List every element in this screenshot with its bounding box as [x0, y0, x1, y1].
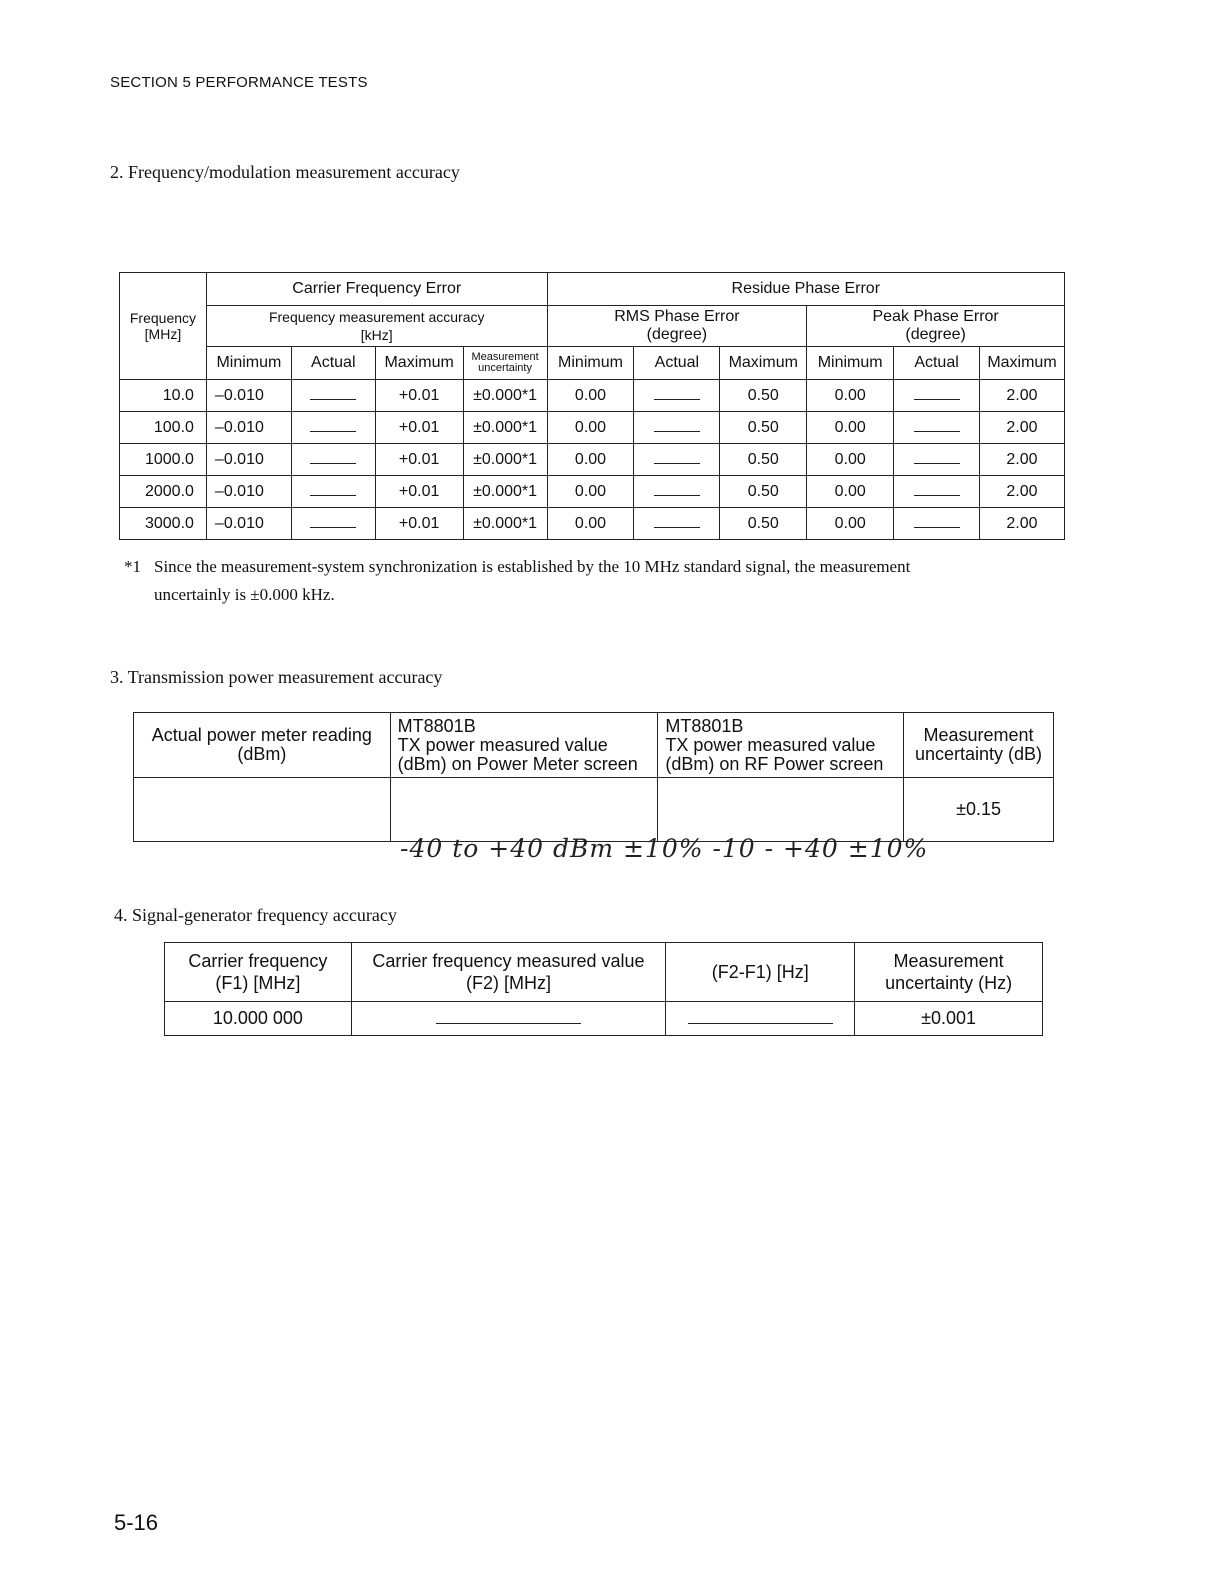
peak-minimum-value: 0.00 [807, 444, 894, 476]
table-row [165, 1002, 1043, 1036]
footnote-mark: *1 [124, 557, 141, 576]
page-number: 5-16 [114, 1510, 159, 1535]
peak-actual-header: Actual [894, 347, 980, 380]
rms-actual-entry[interactable] [634, 412, 720, 444]
carrier-frequency-error-header: Carrier Frequency Error [206, 273, 547, 306]
rms-header-cell [547, 306, 807, 347]
peak-unit: (degree) [905, 326, 966, 343]
handwritten-note: -40 to +40 dBm ±10% -10 - +40 ±10% [400, 834, 929, 863]
frequency-uncertainty-value: ±0.001 [855, 1002, 1043, 1036]
frequency-modulation-table [119, 272, 1065, 540]
peak-maximum-value: 2.00 [979, 476, 1064, 508]
peak-minimum-header: Minimum [807, 347, 894, 380]
difference-entry[interactable] [666, 1002, 855, 1036]
rms-maximum-value: 0.50 [720, 444, 807, 476]
frequency-value: 1000.0 [120, 444, 207, 476]
table-row [120, 508, 1065, 540]
cfe-actual-entry[interactable] [291, 476, 375, 508]
power-uncertainty-value: ±0.15 [904, 778, 1054, 842]
cfe-minimum-value: –0.010 [206, 508, 291, 540]
accuracy-header-cell [206, 306, 547, 347]
rf-power-screen: (dBm) on RF Power screen [665, 753, 884, 774]
uncertainty-value: ±0.000*1 [463, 412, 547, 444]
rms-minimum-value: 0.00 [547, 508, 634, 540]
rms-maximum-header: Maximum [720, 347, 807, 380]
rms-actual-entry[interactable] [634, 444, 720, 476]
footnote-line1: Since the measurement-system synchronization is established by the 10 MHz standard signal, the measurement [154, 557, 911, 576]
power-meter-screen: (dBm) on Power Meter screen [397, 753, 638, 774]
frequency-value: 10.0 [120, 380, 207, 412]
peak-actual-entry[interactable] [894, 508, 980, 540]
rms-actual-entry[interactable] [634, 380, 720, 412]
section-header: SECTION 5 PERFORMANCE TESTS [110, 74, 368, 91]
section-3-heading: 3. Transmission power measurement accuracy [110, 667, 443, 687]
rf-power-model: MT8801B [665, 715, 744, 736]
frequency-unit: [MHz] [144, 326, 182, 342]
cfe-minimum-value: –0.010 [206, 476, 291, 508]
carrier-frequency-line1: Carrier frequency [188, 951, 328, 971]
carrier-frequency-header [165, 943, 352, 1002]
section-2-heading: 2. Frequency/modulation measurement accuracy [110, 162, 460, 182]
peak-minimum-value: 0.00 [807, 508, 894, 540]
rms-maximum-value: 0.50 [720, 380, 807, 412]
difference-header: (F2-F1) [Hz] [666, 943, 855, 1002]
frequency-uncertainty-header [855, 943, 1043, 1002]
cfe-maximum-value: +0.01 [375, 412, 463, 444]
frequency-uncertainty-line2: uncertainty (Hz) [885, 973, 1013, 993]
cfe-actual-entry[interactable] [291, 508, 375, 540]
table-row [120, 380, 1065, 412]
power-meter-model: MT8801B [397, 715, 476, 736]
rms-minimum-value: 0.00 [547, 412, 634, 444]
cfe-maximum-header: Maximum [375, 347, 463, 380]
cfe-minimum-value: –0.010 [206, 380, 291, 412]
peak-actual-entry[interactable] [894, 412, 980, 444]
accuracy-unit: [kHz] [360, 327, 393, 343]
power-meter-reading-line2: (dBm) [237, 744, 287, 764]
uncertainty-header-line2: uncertainty [478, 362, 532, 374]
rms-minimum-value: 0.00 [547, 476, 634, 508]
peak-minimum-value: 0.00 [807, 476, 894, 508]
carrier-frequency-line2: (F1) [MHz] [215, 973, 301, 993]
rms-minimum-value: 0.00 [547, 444, 634, 476]
cfe-minimum-header: Minimum [206, 347, 291, 380]
carrier-frequency-value: 10.000 000 [165, 1002, 352, 1036]
rf-power-screen-entry[interactable] [658, 778, 904, 842]
peak-minimum-value: 0.00 [807, 380, 894, 412]
accuracy-header: Frequency measurement accuracy [268, 309, 485, 325]
rms-phase-error-header: RMS Phase Error [614, 308, 740, 325]
frequency-uncertainty-line1: Measurement [893, 951, 1004, 971]
signal-generator-table [164, 942, 1043, 1036]
uncertainty-value: ±0.000*1 [463, 476, 547, 508]
peak-actual-entry[interactable] [894, 476, 980, 508]
rms-minimum-value: 0.00 [547, 380, 634, 412]
peak-maximum-value: 2.00 [979, 380, 1064, 412]
power-uncertainty-line1: Measurement [923, 725, 1034, 745]
footnote [124, 553, 1064, 609]
peak-phase-error-header: Peak Phase Error [872, 308, 999, 325]
cfe-minimum-value: –0.010 [206, 444, 291, 476]
peak-maximum-value: 2.00 [979, 444, 1064, 476]
cfe-actual-entry[interactable] [291, 380, 375, 412]
frequency-header-cell [120, 273, 207, 380]
peak-header-cell [807, 306, 1065, 347]
rf-power-label: TX power measured value [665, 734, 876, 755]
rms-actual-entry[interactable] [634, 476, 720, 508]
power-meter-reading-line1: Actual power meter reading [151, 725, 372, 745]
rms-maximum-value: 0.50 [720, 412, 807, 444]
table-row [134, 778, 1054, 842]
measured-value-line1: Carrier frequency measured value [372, 951, 645, 971]
cfe-maximum-value: +0.01 [375, 508, 463, 540]
power-meter-screen-header [390, 713, 658, 778]
frequency-value: 100.0 [120, 412, 207, 444]
cfe-maximum-value: +0.01 [375, 476, 463, 508]
transmission-power-table [133, 712, 1054, 842]
measured-value-line2: (F2) [MHz] [466, 973, 551, 993]
measured-value-header [351, 943, 666, 1002]
power-meter-screen-entry[interactable] [390, 778, 658, 842]
footnote-line2: uncertainly is ±0.000 kHz. [154, 585, 335, 604]
measured-value-entry[interactable] [351, 1002, 666, 1036]
table-row [120, 476, 1065, 508]
power-meter-reading-header [134, 713, 391, 778]
frequency-header: Frequency [129, 310, 197, 326]
peak-maximum-value: 2.00 [979, 508, 1064, 540]
residue-phase-error-header: Residue Phase Error [547, 273, 1064, 306]
frequency-value: 2000.0 [120, 476, 207, 508]
frequency-value: 3000.0 [120, 508, 207, 540]
cfe-maximum-value: +0.01 [375, 380, 463, 412]
power-meter-reading-entry[interactable] [134, 778, 391, 842]
peak-actual-entry[interactable] [894, 380, 980, 412]
cfe-actual-entry[interactable] [291, 444, 375, 476]
rms-maximum-value: 0.50 [720, 476, 807, 508]
power-uncertainty-line2: uncertainty (dB) [914, 744, 1043, 764]
uncertainty-value: ±0.000*1 [463, 444, 547, 476]
table-row [120, 444, 1065, 476]
rf-power-screen-header [658, 713, 904, 778]
peak-maximum-header: Maximum [979, 347, 1064, 380]
table-row [120, 412, 1065, 444]
rms-maximum-value: 0.50 [720, 508, 807, 540]
cfe-minimum-value: –0.010 [206, 412, 291, 444]
section-4-heading: 4. Signal-generator frequency accuracy [114, 905, 397, 925]
uncertainty-header-line1: Measurement [471, 351, 539, 363]
peak-actual-entry[interactable] [894, 444, 980, 476]
uncertainty-header-cell [463, 347, 547, 380]
cfe-actual-header: Actual [291, 347, 375, 380]
cfe-actual-entry[interactable] [291, 412, 375, 444]
rms-minimum-header: Minimum [547, 347, 634, 380]
rms-actual-entry[interactable] [634, 508, 720, 540]
uncertainty-value: ±0.000*1 [463, 380, 547, 412]
power-meter-label: TX power measured value [397, 734, 608, 755]
power-uncertainty-header [904, 713, 1054, 778]
uncertainty-value: ±0.000*1 [463, 508, 547, 540]
peak-maximum-value: 2.00 [979, 412, 1064, 444]
rms-unit: (degree) [646, 326, 708, 343]
rms-actual-header: Actual [634, 347, 720, 380]
cfe-maximum-value: +0.01 [375, 444, 463, 476]
peak-minimum-value: 0.00 [807, 412, 894, 444]
